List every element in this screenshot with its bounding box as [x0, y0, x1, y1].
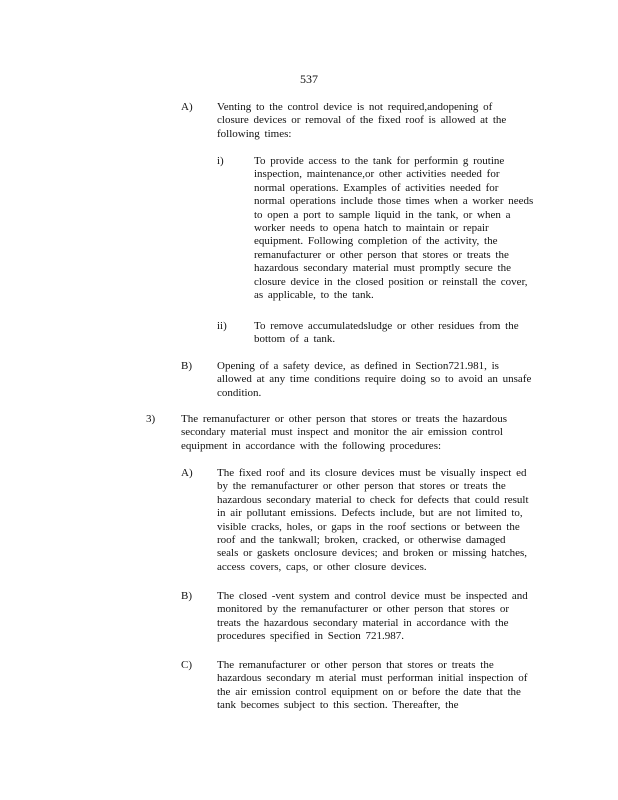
text-line: Venting to the control device is not required,andopening of: [217, 101, 493, 113]
paragraph-3: [181, 413, 521, 453]
page-number: 537: [300, 72, 318, 86]
item-label-3a: A): [181, 467, 193, 479]
text-line: The remanufacturer or other person that stores or treats the: [217, 659, 494, 671]
text-line: allowed at any time conditions require doing so to avoid an unsafe: [217, 373, 532, 386]
paragraph-3-b: [217, 590, 547, 644]
text-line: procedures specified in Section 721.987.: [217, 630, 405, 643]
text-line: hazardous secondary material to check for defects that could result: [217, 493, 529, 506]
text-line: in air pollutant emissions. Defects include, but are not limited to,: [217, 507, 523, 520]
text-line: as applicable, to the tank.: [254, 289, 374, 302]
item-label-ii: ii): [217, 320, 227, 332]
text-line: equipment in accordance with the following procedures:: [181, 439, 442, 452]
text-line: The remanufacturer or other person that stores or treats the hazardous: [181, 413, 508, 425]
text-line: worker needs to opena hatch to maintain or repair: [254, 222, 489, 235]
text-line: monitored by the remanufacturer or other person that stores or: [217, 603, 509, 616]
paragraph-3-a: [217, 467, 547, 574]
text-line: roof and the tankwall; broken, cracked, or otherwise damaged: [217, 534, 506, 547]
text-line: To remove accumulatedsludge or other residues from the: [254, 320, 519, 332]
text-line: tank becomes subject to this section. Thereafter, the: [217, 699, 459, 712]
text-line: bottom of a tank.: [254, 333, 336, 346]
text-line: following times:: [217, 127, 292, 140]
text-line: to open a port to sample liquid in the tank, or when a: [254, 208, 511, 221]
text-line: The fixed roof and its closure devices must be visually inspect ed: [217, 467, 527, 479]
text-line: secondary material must inspect and monitor the air emission control: [181, 426, 503, 439]
text-line: condition.: [217, 386, 262, 399]
text-line: The closed -vent system and control device must be inspected and: [217, 590, 528, 602]
text-line: by the remanufacturer or other person that stores or treats the: [217, 480, 506, 493]
text-line: closure devices or removal of the fixed roof is allowed at the: [217, 114, 507, 127]
text-line: hazardous secondary m aterial must performan initial inspection of: [217, 672, 528, 685]
text-line: normal operations. Examples of activities needed for: [254, 181, 499, 194]
item-label-i: i): [217, 155, 224, 167]
item-label-3c: C): [181, 659, 192, 671]
text-line: visible cracks, holes, or gaps in the roof sections or between the: [217, 520, 520, 533]
text-line: equipment. Following completion of the activity, the: [254, 235, 498, 248]
paragraph-a-i: [254, 155, 554, 302]
text-line: treats the hazardous secondary material in accordance with the: [217, 616, 509, 629]
text-line: the air emission control equipment on or before the date that the: [217, 685, 521, 698]
item-label-3b: B): [181, 590, 192, 602]
item-label-a: A): [181, 101, 193, 113]
paragraph-a-ii: [254, 320, 554, 347]
text-line: hazardous secondary material must promptly secure the: [254, 262, 511, 275]
paragraph-a: [217, 101, 547, 141]
text-line: To provide access to the tank for performin g routine: [254, 155, 505, 167]
paragraph-3-c: [217, 659, 547, 713]
item-label-b: B): [181, 360, 192, 372]
text-line: remanufacturer or other person that stores or treats the: [254, 248, 509, 261]
text-line: closure device in the closed position or reinstall the cover,: [254, 275, 528, 288]
text-line: normal operations include those times when a worker needs: [254, 195, 534, 208]
text-line: Opening of a safety device, as defined in Section721.981, is: [217, 360, 499, 372]
text-line: inspection, maintenance,or other activities needed for: [254, 168, 500, 181]
text-line: seals or gaskets onclosure devices; and broken or missing hatches,: [217, 547, 528, 560]
item-label-3: 3): [146, 413, 156, 425]
paragraph-b: [217, 360, 547, 400]
text-line: access covers, caps, or other closure devices.: [217, 560, 427, 573]
